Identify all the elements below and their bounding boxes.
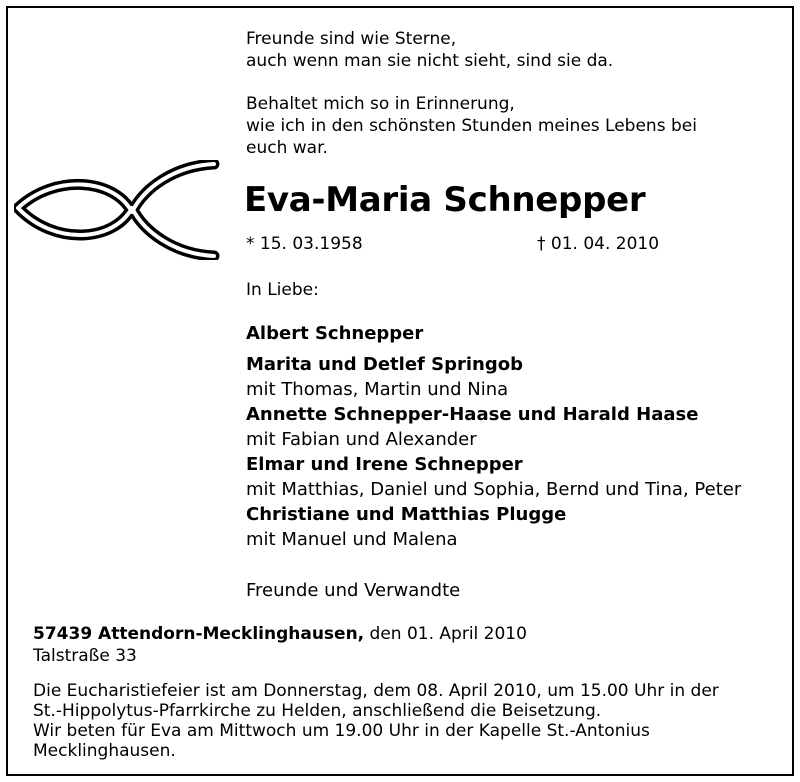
- fish-symbol-icon: [14, 160, 224, 260]
- death-date: † 01. 04. 2010: [537, 234, 660, 254]
- poem-line: auch wenn man sie nicht sieht, sind sie da.: [246, 51, 614, 71]
- family-list: [246, 321, 741, 552]
- poem-verse-1: [246, 28, 613, 72]
- family-name: Albert Schnepper: [246, 323, 424, 344]
- poem-line: wie ich in den schönsten Stunden meines Lebens bei: [246, 116, 697, 136]
- service-info-line: St.-Hippolytus-Pfarrkirche zu Helden, anschließend die Beisetzung.: [33, 701, 602, 721]
- family-children: mit Thomas, Martin und Nina: [246, 379, 509, 400]
- family-children: mit Manuel und Malena: [246, 529, 458, 550]
- poem-verse-2: [246, 93, 697, 159]
- birth-date: * 15. 03.1958: [246, 234, 363, 254]
- poem-line: Freunde sind wie Sterne,: [246, 29, 457, 49]
- location-line: [33, 623, 527, 645]
- location-place: 57439 Attendorn-Mecklinghausen,: [33, 624, 365, 644]
- location-street: Talstraße 33: [33, 646, 137, 666]
- family-closing: Freunde und Verwandte: [246, 580, 461, 601]
- location-date: den 01. April 2010: [364, 624, 527, 644]
- family-intro: In Liebe:: [246, 280, 319, 300]
- service-info-line: Mecklinghausen.: [33, 741, 176, 761]
- family-name: Marita und Detlef Springob: [246, 354, 523, 375]
- family-children: mit Matthias, Daniel und Sophia, Bernd und Tina, Peter: [246, 479, 742, 500]
- family-children: mit Fabian und Alexander: [246, 429, 477, 450]
- poem-line: euch war.: [246, 138, 328, 158]
- poem-line: Behaltet mich so in Erinnerung,: [246, 94, 515, 114]
- family-name: Annette Schnepper-Haase und Harald Haase: [246, 404, 699, 425]
- service-info-line: Wir beten für Eva am Mittwoch um 19.00 Uhr in der Kapelle St.-Antonius: [33, 721, 650, 741]
- family-name: Elmar und Irene Schnepper: [246, 454, 523, 475]
- service-info-line: Die Eucharistiefeier ist am Donnerstag, dem 08. April 2010, um 15.00 Uhr in der: [33, 681, 719, 701]
- family-name: Christiane und Matthias Plugge: [246, 504, 567, 525]
- service-info: [33, 681, 773, 761]
- deceased-name: Eva-Maria Schnepper: [244, 180, 646, 220]
